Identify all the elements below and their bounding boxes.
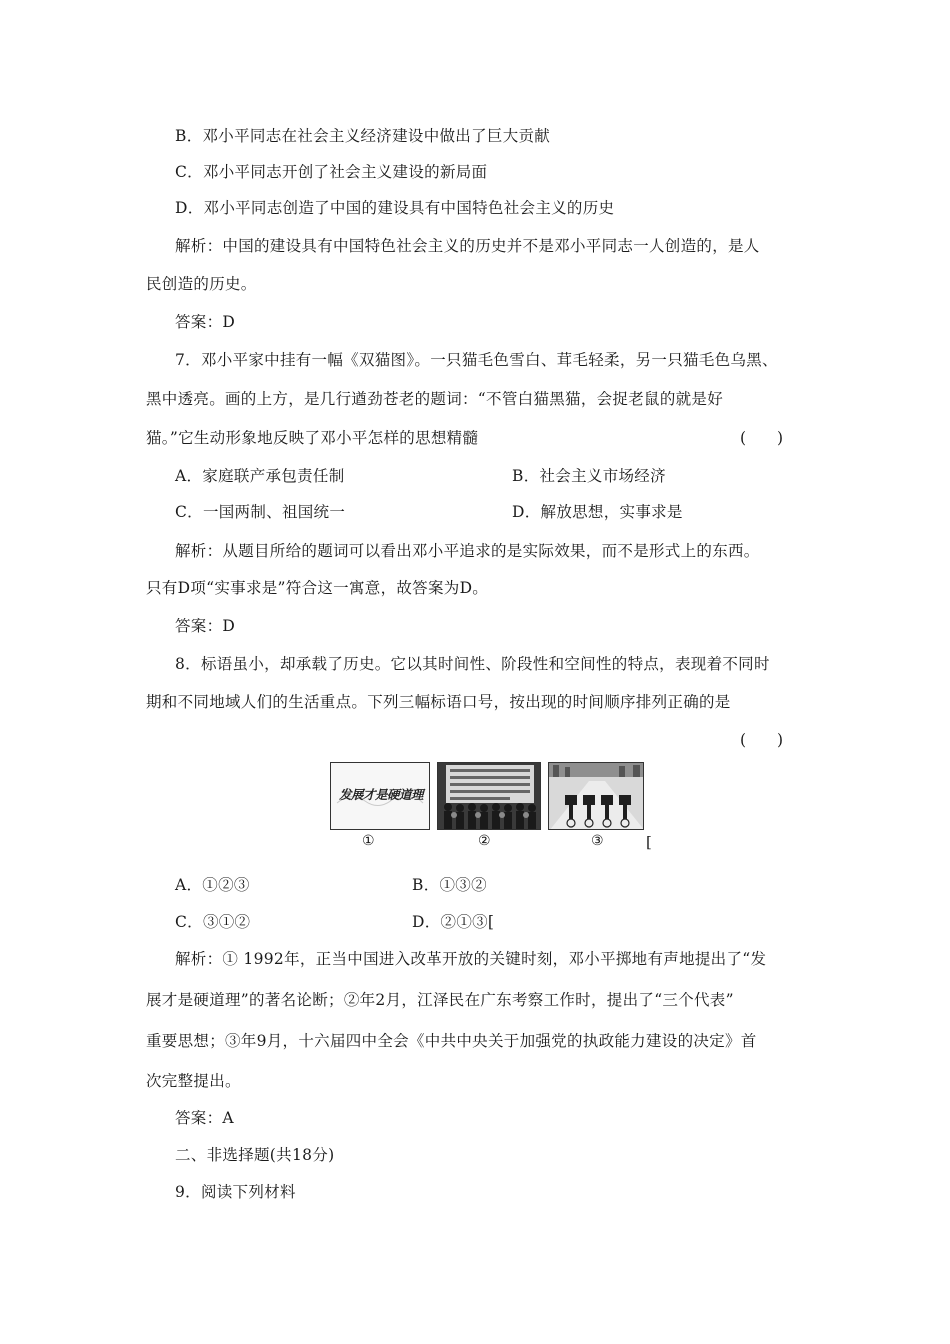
question-9: 9．阅读下列材料 [175, 1183, 296, 1201]
option-c-6: C．邓小平同志开创了社会主义建设的新局面 [175, 163, 488, 181]
option-b-7: B．社会主义市场经济 [512, 467, 666, 485]
option-c-7: C．一国两制、祖国统一 [175, 503, 346, 521]
analysis-8-line2: 展才是硬道理”的著名论断；②年2月，江泽民在广东考察工作时，提出了“三个代表” [146, 991, 734, 1009]
figure-bracket: [ [646, 833, 652, 851]
slogan-image-1-text: 发展才是硬道理 [338, 787, 423, 802]
answer-7: 答案：D [175, 617, 236, 635]
analysis-8-line3: 重要思想；③年9月，十六届四中全会《中共中央关于加强党的执政能力建设的决定》首 [146, 1032, 757, 1050]
answer-6: 答案：D [175, 313, 236, 331]
slogan-image-3-art [549, 763, 644, 830]
option-a-7: A．家庭联产承包责任制 [175, 467, 345, 485]
slogan-image-1 [330, 762, 430, 830]
analysis-8-line1: 解析：① 1992年，正当中国进入改革开放的关键时刻，邓小平掷地有声地提出了“发 [175, 950, 767, 968]
answer-8: 答案：A [175, 1109, 234, 1127]
analysis-6-line2: 民创造的历史。 [146, 275, 257, 293]
question-7-line1: 7．邓小平家中挂有一幅《双猫图》。一只猫毛色雪白、茸毛轻柔，另一只猫毛色乌黑、 [175, 351, 778, 369]
slogan-image-2 [437, 762, 541, 830]
option-b-6: B．邓小平同志在社会主义经济建设中做出了巨大贡献 [175, 127, 551, 145]
slogan-image-2-art [438, 763, 541, 830]
option-d-8: D．②①③[ [412, 913, 495, 931]
question-8-line2: 期和不同地域人们的生活重点。下列三幅标语口号，按出现的时间顺序排列正确的是 [146, 693, 731, 711]
section-heading-nonchoice: 二、非选择题(共18分) [175, 1146, 335, 1164]
option-d-7: D．解放思想，实事求是 [512, 503, 683, 521]
analysis-7-line1: 解析：从题目所给的题词可以看出邓小平追求的是实际效果，而不是形式上的东西。 [175, 542, 760, 560]
option-a-8: A．①②③ [175, 876, 250, 894]
answer-blank-8: ( ) [740, 731, 784, 749]
analysis-7-line2: 只有D项“实事求是”符合这一寓意，故答案为D。 [146, 579, 489, 597]
option-c-8: C．③①② [175, 913, 251, 931]
option-d-6: D．邓小平同志创造了中国的建设具有中国特色社会主义的历史 [175, 199, 615, 217]
analysis-6-line1: 解析：中国的建设具有中国特色社会主义的历史并不是邓小平同志一人创造的，是人 [175, 237, 760, 255]
question-7-line2: 黑中透亮。画的上方，是几行遒劲苍老的题词：“不管白猫黑猫，会捉老鼠的就是好 [146, 390, 724, 408]
figure-label-3: ③ [591, 833, 604, 849]
question-7-line3: 猫。”它生动形象地反映了邓小平怎样的思想精髓 [146, 429, 479, 447]
analysis-8-line4: 次完整提出。 [146, 1072, 241, 1090]
question-8-line1: 8．标语虽小，却承载了历史。它以其时间性、阶段性和空间性的特点，表现着不同时 [175, 655, 770, 673]
figure-label-2: ② [478, 833, 491, 849]
answer-blank-7: ( ) [740, 429, 784, 447]
option-b-8: B．①③② [412, 876, 487, 894]
figure-label-1: ① [362, 833, 375, 849]
slogan-image-3 [548, 762, 644, 830]
